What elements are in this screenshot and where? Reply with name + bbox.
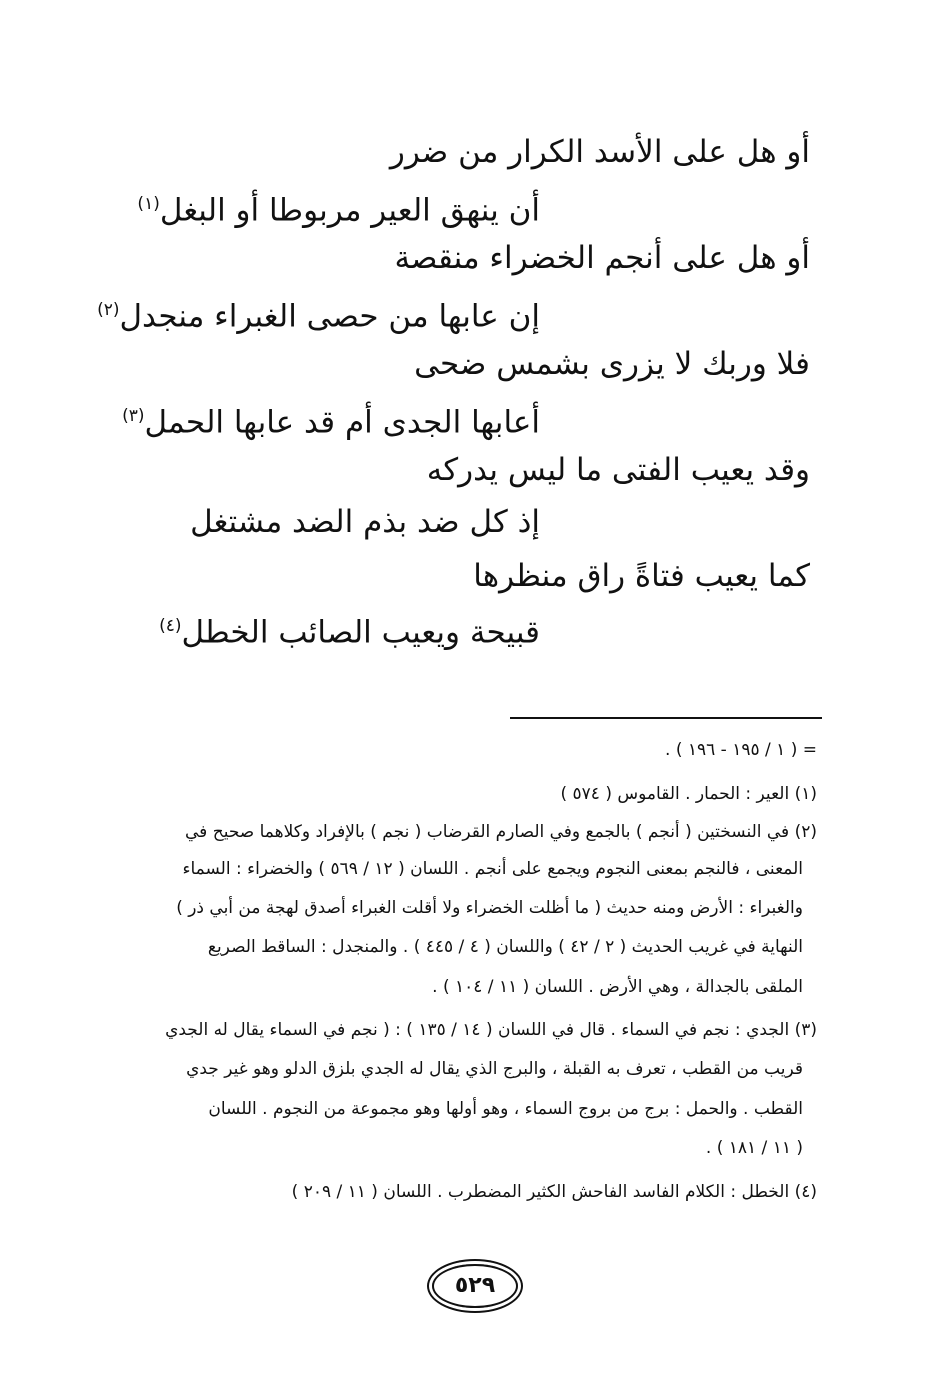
footnote-3-line-3: القطب . والحمل : برج من بروج السماء ، وهو أولها وهو مجموعة من النجوم . اللسان <box>208 1099 803 1119</box>
footnote-marker: (٢) <box>97 300 120 320</box>
page-number: ٥٢٩ <box>454 1273 496 1298</box>
footnote-3-line-1: (٣) الجدي : نجم في السماء . قال في اللسان ( ١٤ / ١٣٥ ) : ( نجم في السماء يقال له الجدي <box>165 1020 817 1040</box>
verse-1-second-hemistich: أن ينهق العير مربوطا أو البغل$^{(١)}$ <box>137 192 540 229</box>
footnote-marker: (٣) <box>122 406 145 426</box>
footnote-continuation: = ( ١ / ١٩٥ - ١٩٦ ) . <box>665 740 817 760</box>
verse-1-first-hemistich: أو هل على الأسد الكرار من ضرر <box>389 134 810 170</box>
page-number-badge <box>432 1264 518 1308</box>
footnote-3-line-4: ( ١١ / ١٨١ ) . <box>705 1138 803 1158</box>
verse-3-second-hemistich: أعابها الجدى أم قد عابها الحمل$^{(٣)}$ <box>122 404 540 441</box>
footnote-2-line-1: (٢) في النسختين ( أنجم ) بالجمع وفي الصارم القرضاب ( نجم ) بالإفراد وكلاهما صحيح في <box>185 822 817 842</box>
footnote-4: (٤) الخطل : الكلام الفاسد الفاحش الكثير المضطرب . اللسان ( ١١ / ٢٠٩ ) <box>291 1182 817 1202</box>
footnote-3-line-2: قريب من القطب ، تعرف به القبلة ، والبرج الذي يقال له الجدي بلزق الدلو وهو غير جدي <box>186 1059 803 1079</box>
verse-2-second-hemistich: إن عابها من حصى الغبراء منجدل$^{(٢)}$ <box>97 298 540 335</box>
verse-2-first-hemistich: أو هل على أنجم الخضراء منقصة <box>394 240 810 276</box>
verse-5-second-hemistich: قبيحة ويعيب الصائب الخطل$^{(٤)}$ <box>159 614 540 651</box>
footnote-separator <box>510 717 822 719</box>
verse-3-first-hemistich: فلا وربك لا يزرى بشمس ضحى <box>414 346 810 382</box>
footnote-2-line-2: المعنى ، فالنجم بمعنى النجوم ويجمع على أنجم . اللسان ( ١٢ / ٥٦٩ ) والخضراء : السماء <box>182 859 803 879</box>
footnote-marker: (١) <box>137 194 160 214</box>
verse-4-first-hemistich: وقد يعيب الفتى ما ليس يدركه <box>426 452 810 488</box>
footnote-2-line-4: النهاية في غريب الحديث ( ٢ / ٤٢ ) واللسان ( ٤ / ٤٤٥ ) . والمنجدل : الساقط الصريع <box>207 937 803 957</box>
footnote-1: (١) العير : الحمار . القاموس ( ٥٧٤ ) <box>560 784 817 804</box>
footnote-marker: (٤) <box>159 616 182 636</box>
verse-4-second-hemistich: إذ كل ضد بذم الضد مشتغل <box>190 504 540 540</box>
footnote-2-line-5: الملقى بالجدالة ، وهي الأرض . اللسان ( ١١ / ١٠٤ ) . <box>432 977 803 997</box>
verse-5-first-hemistich: كما يعيب فتاةً راق منظرها <box>473 558 810 594</box>
footnote-2-line-3: والغبراء : الأرض ومنه حديث ( ما أظلت الخضراء ولا أقلت الغبراء أصدق لهجة من أبي ذر ) <box>176 898 803 918</box>
